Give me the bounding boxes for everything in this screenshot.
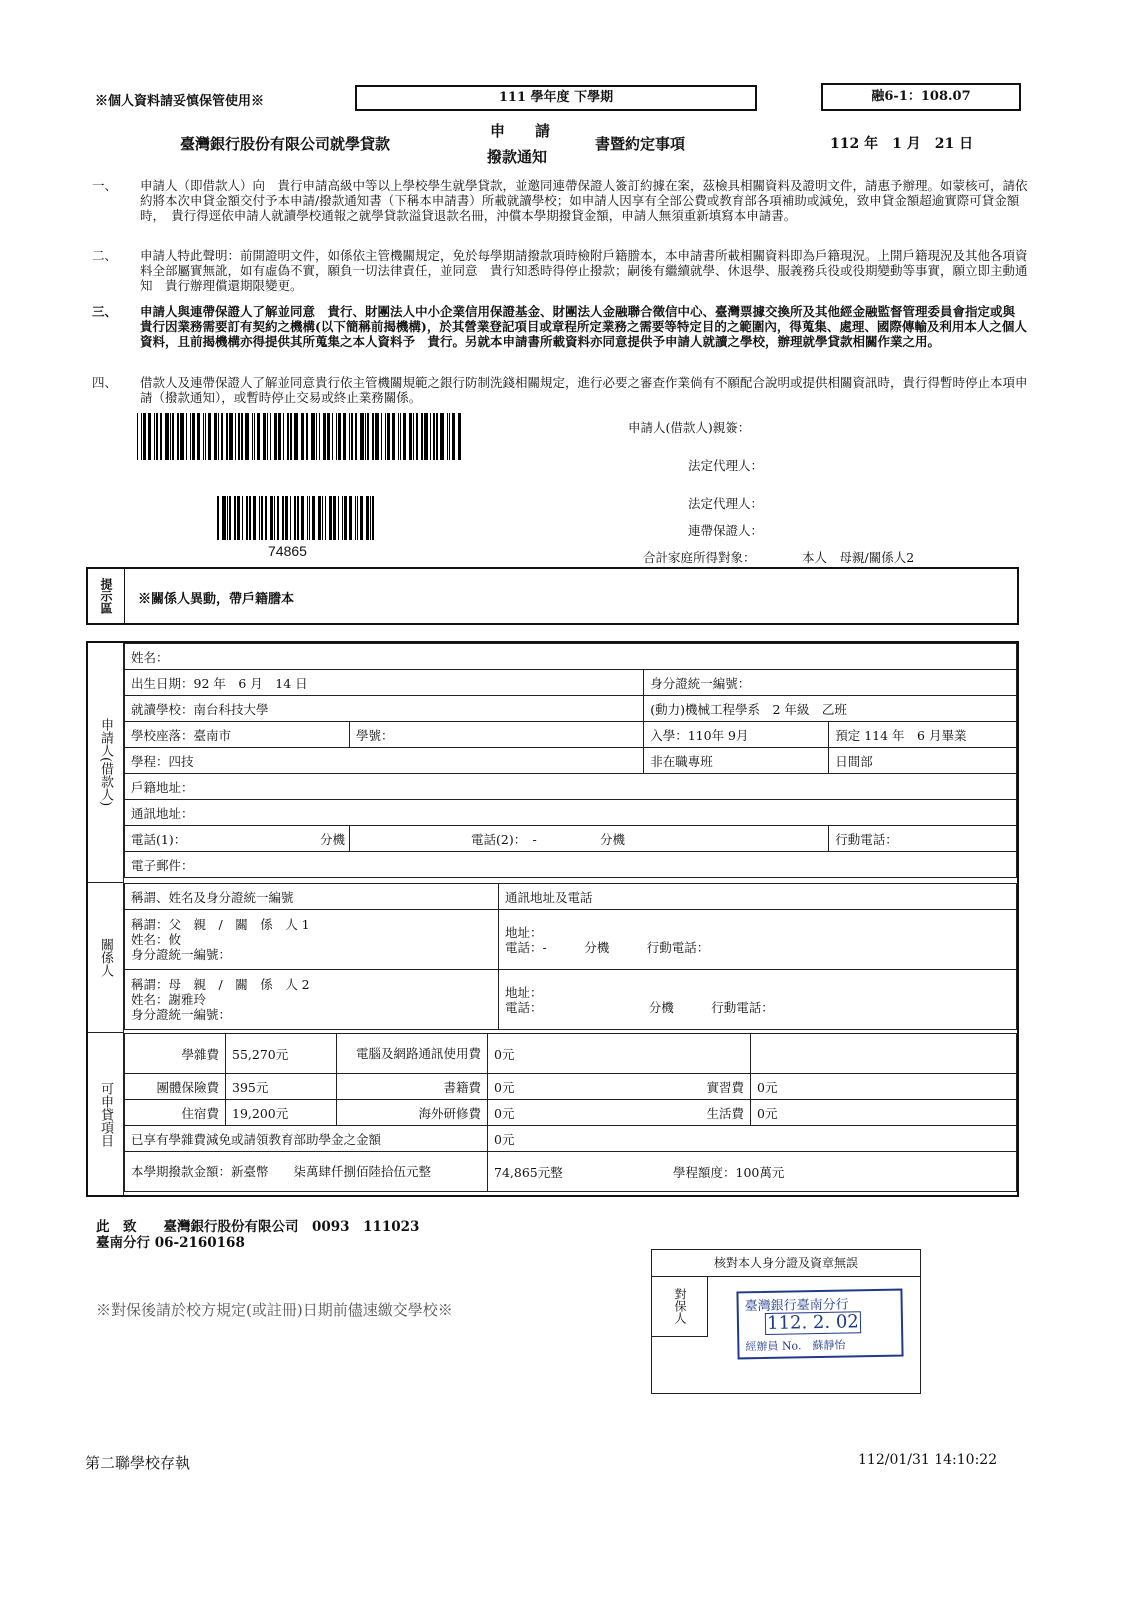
books-value[interactable]: 0元 [494, 1079, 515, 1095]
related-id: 身分證統一編號： [131, 947, 232, 962]
related-address: 地址： [505, 984, 543, 1000]
barcode-bar [156, 413, 158, 460]
loan-section-label: 可申貸項目 [88, 1033, 124, 1195]
barcode-bar [403, 413, 405, 460]
ext2-label: 分機 [600, 831, 626, 847]
barcode-bar [226, 413, 228, 460]
barcode-bar [360, 413, 363, 460]
related-name: 姓名：攸 [131, 932, 182, 947]
verification-label: 對保人 [652, 1276, 708, 1337]
related-phone: 電話： 分機 行動電話： [505, 999, 774, 1015]
related-person-2[interactable] [125, 970, 499, 1030]
clause-number: 二、 [92, 248, 118, 263]
insurance-value[interactable]: 395元 [226, 1074, 337, 1100]
barcode-bar [141, 413, 143, 460]
total-value[interactable]: 74,865元整 [494, 1164, 563, 1180]
total-label: 本學期撥款金額：新臺幣 柒萬肆仟捌佰陸拾伍元整 [125, 1152, 488, 1192]
barcode-bar [294, 413, 297, 460]
phone2-field[interactable] [350, 826, 829, 852]
barcode-bar [372, 413, 374, 460]
barcode-bar [452, 413, 454, 460]
barcode-bar [192, 413, 194, 460]
practicum-value[interactable]: 0元 [751, 1074, 1017, 1100]
barcode-bar [287, 413, 289, 460]
abroad-label: 海外研修費 [337, 1100, 488, 1126]
barcode-bar [458, 413, 461, 460]
barcode-bar [319, 413, 321, 460]
print-timestamp: 112/01/31 14:10:22 [858, 1452, 998, 1468]
barcode-bar [375, 413, 378, 460]
barcode-bar [229, 496, 231, 540]
household-address-field[interactable]: 戶籍地址： [125, 774, 1017, 800]
housing-label: 住宿費 [125, 1100, 226, 1126]
barcode-bar [387, 413, 389, 460]
applicant-section-label: 申請人(借款人) [88, 643, 124, 883]
related-person-1[interactable] [125, 910, 499, 970]
barcode-bar [430, 413, 431, 460]
barcode-bar [309, 496, 311, 540]
clause-4 [92, 375, 1032, 407]
insurance-label: 團體保險費 [125, 1074, 226, 1100]
name-field[interactable]: 姓名： [125, 644, 1017, 670]
phone1-label: 電話(1)： [131, 831, 187, 847]
barcode-bar [254, 413, 256, 460]
barcode-bar [234, 496, 236, 540]
barcode-bar [336, 413, 338, 460]
barcode-bar [257, 413, 259, 460]
living-label: 生活費 [706, 1105, 744, 1121]
related-section-label: 關係人 [88, 883, 124, 1033]
barcode-number: 74865 [268, 543, 307, 559]
practicum-label: 實習費 [706, 1079, 744, 1095]
ext1-label: 分機 [320, 831, 346, 847]
barcode-bar [278, 413, 281, 460]
barcode-bar [265, 496, 267, 540]
barcode-bar [367, 413, 369, 460]
barcode-bar [449, 413, 451, 460]
clause-text: 申請人特此聲明：前開證明文件，如係依主管機關規定，免於每學期請撥款項時檢附戶籍謄本，本申請書所載相關資料即為戶籍現況。上開戶籍現況及其他各項資料全部屬實無訛，如有虛偽不實，願負一切法律責任，並同意 貴行知悉時得停止撥款；嗣後有繼續就學、休退學、服義務兵役或役期變動等事實，願立即主動通知 貴行辦理償還期限變更。 [140, 248, 1028, 293]
barcode-bar [355, 413, 357, 460]
barcode-bar [311, 413, 314, 460]
barcode-bar [242, 496, 243, 540]
barcode-bar [318, 496, 321, 540]
barcode-bar [227, 496, 228, 540]
barcode-bar [137, 413, 138, 460]
bank-stamp [736, 1289, 903, 1360]
verification-box [651, 1249, 921, 1394]
barcode-bar [253, 496, 256, 540]
books-practicum-cell [488, 1074, 751, 1100]
school-location-field[interactable]: 學校座落：臺南市 [125, 722, 350, 748]
id-field[interactable]: 身分證統一編號： [644, 670, 1017, 696]
related-phone: 電話：- 分機 行動電話： [505, 939, 710, 955]
barcode-bar [252, 413, 253, 460]
barcode-bar [301, 496, 304, 540]
barcode-bar [360, 496, 362, 540]
total-cell [488, 1152, 1017, 1192]
clause-3 [92, 304, 1032, 366]
tuition-value[interactable]: 55,270元 [226, 1034, 337, 1074]
housing-value[interactable]: 19,200元 [226, 1100, 337, 1126]
clause-text: 借款人及連帶保證人了解並同意貴行依主管機關規範之銀行防制洗錢相關規定，進行必要之審查作業倘有不願配合說明或提供相關資訊時，貴行得暫時停止本項申請（撥款通知），或暫時停止交易或終止業務關係。 [140, 375, 1028, 405]
barcode-bar [217, 496, 219, 540]
stamp-bottom: 經辦員 No. 蘇靜怡 [745, 1338, 846, 1354]
barcode-bar [277, 496, 279, 540]
barcode-bar [270, 413, 272, 460]
clause-number: 一、 [92, 178, 118, 193]
barcode-bar [372, 496, 374, 540]
clause-number: 四、 [92, 375, 118, 390]
barcode-large [137, 413, 462, 460]
barcode-bar [297, 496, 299, 540]
stamp-top: 臺灣銀行臺南分行 [744, 1297, 849, 1315]
barcode-bar [400, 413, 402, 460]
barcode-bar [186, 413, 187, 460]
barcode-bar [237, 496, 240, 540]
mail-address-field[interactable]: 通訊地址： [125, 800, 1017, 826]
barcode-bar [332, 413, 333, 460]
waiver-value[interactable]: 0元 [488, 1126, 1017, 1152]
computer-label: 電腦及網路通訊使用費 [337, 1034, 488, 1074]
stamp-date: 112. 2. 02 [765, 1311, 861, 1335]
barcode-bar [246, 496, 248, 540]
barcode-bar [365, 413, 366, 460]
legal-rep-1: 法定代理人： [688, 458, 764, 473]
program-limit: 學程額度：100萬元 [673, 1164, 785, 1180]
barcode-bar [398, 413, 399, 460]
barcode-bar [385, 413, 387, 460]
barcode-bar [392, 413, 395, 460]
applicant-signature: 申請人(借款人)親簽： [628, 420, 751, 435]
day-night-field[interactable]: 日間部 [829, 748, 1017, 774]
applicant-table [124, 643, 1017, 878]
privacy-note: ※個人資料請妥慎保管使用※ [95, 94, 265, 109]
barcode-bar [436, 413, 438, 460]
books-label: 書籍費 [337, 1074, 488, 1100]
related-col2-header: 通訊地址及電話 [499, 884, 1017, 910]
barcode-small [217, 496, 377, 540]
school-field[interactable]: 就讀學校：南台科技大學 [125, 696, 644, 722]
clause-number: 三、 [92, 304, 118, 319]
barcode-bar [349, 413, 350, 460]
barcode-bar [290, 413, 292, 460]
barcode-bar [197, 413, 200, 460]
in-service-field[interactable]: 非在職專班 [644, 748, 829, 774]
barcode-bar [329, 496, 331, 540]
abroad-living-cell [488, 1100, 751, 1126]
abroad-value[interactable]: 0元 [494, 1105, 515, 1121]
barcode-bar [344, 496, 346, 540]
submission-reminder: ※對保後請於校方規定(或註冊)日期前儘速繳交學校※ [96, 1301, 453, 1319]
barcode-bar [294, 496, 296, 540]
barcode-bar [338, 496, 339, 540]
notice-label: 提示區 [88, 569, 125, 623]
barcode-bar [218, 413, 219, 460]
term-box: 111 學年度 下學期 [355, 85, 757, 111]
barcode-bar [170, 413, 171, 460]
program-field[interactable]: 學程：四技 [125, 748, 644, 774]
legal-rep-2: 法定代理人： [688, 496, 764, 511]
student-no-field[interactable]: 學號： [350, 722, 644, 748]
phone1-field[interactable] [125, 826, 350, 852]
related-address: 地址： [505, 924, 543, 940]
notice-box [86, 567, 1019, 625]
clause-2 [92, 248, 1032, 296]
barcode-bar [322, 496, 323, 540]
barcode-bar [245, 413, 248, 460]
barcode-bar [165, 413, 168, 460]
barcode-bar [338, 413, 340, 460]
form-date: 112 年 1 月 21 日 [830, 136, 974, 152]
closing-line: 此 致 臺灣銀行股份有限公司 0093 111023 [96, 1219, 420, 1235]
main-form [86, 641, 1019, 1197]
department-field[interactable]: (動力)機械工程學系 2 年級 乙班 [644, 696, 1017, 722]
barcode-bar [274, 413, 276, 460]
barcode-bar [357, 496, 359, 540]
barcode-bar [343, 413, 346, 460]
family-income-label: 合計家庭所得對象： [643, 550, 756, 565]
title-left: 臺灣銀行股份有限公司就學貸款 [180, 135, 391, 153]
barcode-bar [221, 413, 223, 460]
clause-text: 申請人（即借款人）向 貴行申請高級中等以上學校學生就學貸款，並邀同連帶保證人簽訂約據在案，茲檢具相關資料及證明文件，請惠予辦理。如蒙核可，請依約將本次申貸金額交付予本申請/撥款通知書（下稱本申請書）所載就讀學校；如申請人因享有全部公費或教育部各項補助或減免，致申貸金額超逾實際可貸金額時， 貴行得逕依申請人就讀學校通報之就學貸款溢貸退款名冊，沖償本學期撥貸金額，申請人無須重新填寫本申請書。 [140, 178, 1028, 223]
notice-text: ※關係人異動，帶戶籍謄本 [138, 592, 295, 607]
birth-field[interactable]: 出生日期：92 年 6 月 14 日 [125, 670, 644, 696]
barcode-bar [366, 496, 369, 540]
barcode-bar [172, 413, 174, 460]
barcode-bar [433, 413, 435, 460]
related-title: 稱謂：母 親 / 關 係 人 2 [131, 977, 310, 992]
barcode-bar [306, 413, 308, 460]
computer-value[interactable]: 0元 [488, 1034, 751, 1074]
family-income-value: 本人 母親/關係人2 [802, 550, 915, 565]
copy-label: 第二聯學校存執 [85, 1454, 191, 1472]
barcode-bar [381, 413, 382, 460]
barcode-bar [424, 413, 427, 460]
barcode-bar [154, 413, 155, 460]
loan-table [124, 1033, 1017, 1192]
barcode-bar [440, 413, 443, 460]
barcode-bar [301, 413, 302, 460]
barcode-bar [143, 413, 145, 460]
barcode-bar [325, 496, 327, 540]
barcode-bar [283, 413, 284, 460]
barcode-bar [302, 413, 304, 460]
barcode-bar [416, 413, 418, 460]
barcode-bar [282, 496, 284, 540]
related-contact-2[interactable] [499, 970, 1017, 1030]
barcode-bar [355, 496, 356, 540]
related-table [124, 883, 1017, 1030]
barcode-bar [208, 413, 210, 460]
clause-1 [92, 178, 1032, 240]
graduate-field[interactable]: 預定 114 年 6 月畢業 [829, 722, 1017, 748]
barcode-bar [333, 496, 336, 540]
barcode-bar [261, 496, 263, 540]
barcode-bar [351, 413, 353, 460]
barcode-bar [177, 413, 179, 460]
barcode-bar [222, 496, 225, 540]
mobile-field[interactable]: 行動電話： [829, 826, 1017, 852]
tuition-label: 學雜費 [125, 1034, 226, 1074]
barcode-bar [274, 496, 275, 540]
barcode-bar [190, 413, 192, 460]
barcode-bar [249, 496, 251, 540]
related-id: 身分證統一編號： [131, 1007, 232, 1022]
barcode-bar [180, 413, 183, 460]
related-col1-header: 稱謂、姓名及身分證統一編號 [125, 884, 499, 910]
barcode-bar [323, 413, 325, 460]
guarantor: 連帶保證人： [688, 523, 764, 538]
clause-text: 申請人與連帶保證人了解並同意 貴行、財團法人中小企業信用保證基金、財團法人金融聯合徵信中心、臺灣票據交換所及其他經金融監督管理委員會指定或與 貴行因業務需要訂有契約之機構(以下簡稱前揭機構)，於其營業登記項目或章程所定業務之需要等特定目的之範圍內，得蒐集、處理、國際傳輸及利用本人之個人資料，且前揭機構亦得提供其所蒐集之本人資料予 貴行。另就本申請書所載資料亦同意提供予申請人就讀之學校，辦理就學貸款相關作業之用。 [140, 304, 1028, 349]
barcode-bar [421, 413, 423, 460]
waiver-label: 已享有學雜費減免或請領教育部助學金之金額 [125, 1126, 488, 1152]
barcode-bar [267, 413, 268, 460]
barcode-bar [270, 496, 273, 540]
barcode-bar [238, 413, 240, 460]
barcode-bar [259, 496, 260, 540]
form-code-box: 融6-1：108.07 [821, 83, 1021, 111]
barcode-bar [290, 496, 291, 540]
barcode-bar [447, 413, 448, 460]
barcode-bar [409, 413, 412, 460]
phone2-label: 電話(2)： - [471, 831, 537, 847]
barcode-bar [312, 496, 314, 540]
barcode-bar [413, 413, 414, 460]
enroll-field[interactable]: 入學：110年 9月 [644, 722, 829, 748]
barcode-bar [285, 496, 288, 540]
barcode-bar [342, 496, 344, 540]
barcode-bar [241, 413, 243, 460]
related-title: 稱謂：父 親 / 關 係 人 1 [131, 917, 310, 932]
related-name: 姓名：謝雅玲 [131, 992, 207, 1007]
barcode-bar [214, 413, 217, 460]
verification-header: 核對本人身分證及資章無誤 [652, 1250, 920, 1277]
barcode-bar [316, 413, 317, 460]
barcode-bar [349, 496, 352, 540]
barcode-bar [148, 413, 151, 460]
barcode-bar [327, 413, 330, 460]
barcode-bar [263, 413, 266, 460]
barcode-bar [235, 413, 236, 460]
related-contact-1[interactable] [499, 910, 1017, 970]
title-mid-top: 申 請 [490, 122, 551, 140]
barcode-bar [307, 496, 308, 540]
barcode-bar [229, 413, 232, 460]
barcode-bar [370, 496, 371, 540]
email-field[interactable]: 電子郵件： [125, 852, 1017, 878]
living-value[interactable]: 0元 [751, 1100, 1017, 1126]
title-mid-bottom: 撥款通知 [487, 148, 548, 166]
barcode-bar [160, 413, 162, 460]
barcode-bar [203, 413, 204, 460]
barcode-bar [205, 413, 207, 460]
branch-line: 臺南分行 06-2160168 [96, 1235, 245, 1251]
title-right: 書暨約定事項 [595, 135, 686, 153]
empty-cell [751, 1034, 1017, 1074]
